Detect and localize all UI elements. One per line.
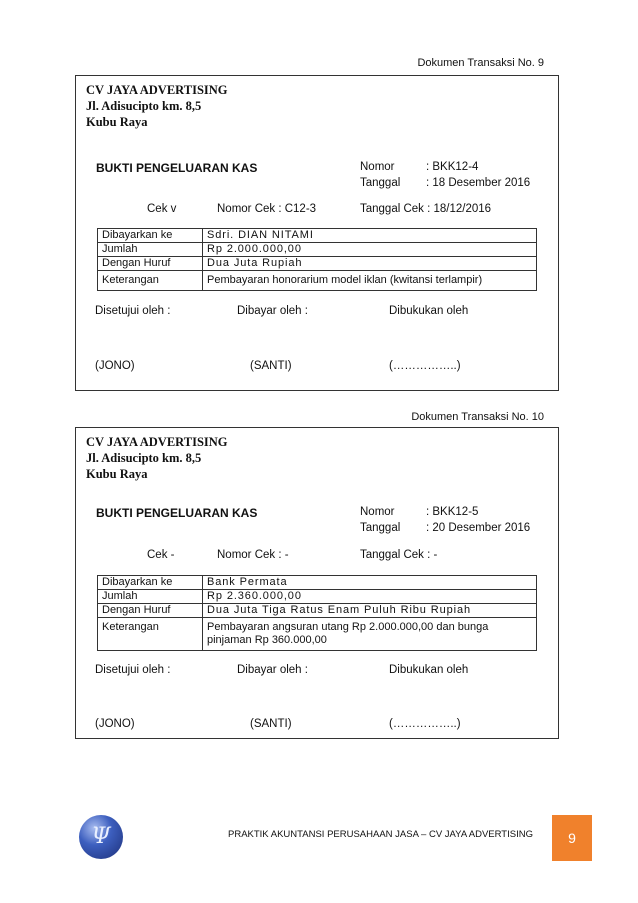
table-row xyxy=(98,229,537,243)
row-value: Rp 2.000.000,00 xyxy=(203,243,537,257)
row-key: Keterangan xyxy=(98,618,203,651)
page-number: 9 xyxy=(552,815,592,861)
document-label: Dokumen Transaksi No. 9 xyxy=(417,57,544,69)
company-name: CV JAYA ADVERTISING xyxy=(86,83,228,97)
cek-field: Cek v xyxy=(147,203,177,215)
row-key: Dibayarkan ke xyxy=(98,576,203,590)
row-value: Dua Juta Rupiah xyxy=(203,257,537,271)
company-city: Kubu Raya xyxy=(86,115,148,129)
row-key: Keterangan xyxy=(98,271,203,291)
row-value: Rp 2.360.000,00 xyxy=(203,590,537,604)
nomor-label: Nomor xyxy=(360,161,395,173)
cek-field: Cek - xyxy=(147,549,175,561)
tanggal-value: : 18 Desember 2016 xyxy=(426,177,531,189)
row-key: Dengan Huruf xyxy=(98,257,203,271)
company-city: Kubu Raya xyxy=(86,467,148,481)
footer-text: PRAKTIK AKUNTANSI PERUSAHAAN JASA – CV JAYA ADVERTISING xyxy=(228,829,533,840)
recorded-by-signature: (……………..) xyxy=(389,360,461,372)
nomor-value: : BKK12-5 xyxy=(426,506,479,518)
company-logo: Ψ xyxy=(79,815,123,859)
payment-details-table xyxy=(97,228,537,291)
paid-by-signature: (SANTI) xyxy=(250,718,292,730)
table-row xyxy=(98,604,537,618)
row-value: Dua Juta Tiga Ratus Enam Puluh Ribu Rupiah xyxy=(203,604,537,618)
paid-by-label: Dibayar oleh : xyxy=(237,305,308,317)
tanggal-label: Tanggal xyxy=(360,177,401,189)
row-value: Pembayaran angsuran utang Rp 2.000.000,00 dan bunga pinjaman Rp 360.000,00 xyxy=(203,618,537,651)
row-key: Dengan Huruf xyxy=(98,604,203,618)
receipt-document xyxy=(75,75,559,391)
row-value: Sdri. DIAN NITAMI xyxy=(203,229,537,243)
recorded-by-label: Dibukukan oleh xyxy=(389,305,469,317)
document-title: BUKTI PENGELUARAN KAS xyxy=(96,506,258,520)
row-key: Jumlah xyxy=(98,243,203,257)
tanggal-cek: Tanggal Cek : 18/12/2016 xyxy=(360,203,492,215)
nomor-label: Nomor xyxy=(360,506,395,518)
nomor-value: : BKK12-4 xyxy=(426,161,479,173)
recorded-by-signature: (……………..) xyxy=(389,718,461,730)
company-address: Jl. Adisucipto km. 8,5 xyxy=(86,99,202,113)
tanggal-label: Tanggal xyxy=(360,522,401,534)
document-title: BUKTI PENGELUARAN KAS xyxy=(96,161,258,175)
nomor-cek: Nomor Cek : C12-3 xyxy=(217,203,317,215)
table-row xyxy=(98,590,537,604)
receipt-document xyxy=(75,427,559,739)
table-row xyxy=(98,618,537,651)
table-row xyxy=(98,576,537,590)
payment-details-table xyxy=(97,575,537,651)
recorded-by-label: Dibukukan oleh xyxy=(389,664,469,676)
table-row xyxy=(98,257,537,271)
approved-by-signature: (JONO) xyxy=(95,718,135,730)
tanggal-value: : 20 Desember 2016 xyxy=(426,522,531,534)
paid-by-label: Dibayar oleh : xyxy=(237,664,308,676)
tanggal-cek: Tanggal Cek : - xyxy=(360,549,438,561)
document-label: Dokumen Transaksi No. 10 xyxy=(411,411,544,423)
table-row xyxy=(98,271,537,291)
company-address: Jl. Adisucipto km. 8,5 xyxy=(86,451,202,465)
approved-by-label: Disetujui oleh : xyxy=(95,305,171,317)
company-header xyxy=(86,434,228,482)
table-row xyxy=(98,243,537,257)
row-key: Dibayarkan ke xyxy=(98,229,203,243)
paid-by-signature: (SANTI) xyxy=(250,360,292,372)
row-value: Bank Permata xyxy=(203,576,537,590)
company-header xyxy=(86,82,228,130)
nomor-cek: Nomor Cek : - xyxy=(217,549,289,561)
approved-by-label: Disetujui oleh : xyxy=(95,664,171,676)
company-name: CV JAYA ADVERTISING xyxy=(86,435,228,449)
row-key: Jumlah xyxy=(98,590,203,604)
row-value: Pembayaran honorarium model iklan (kwitansi terlampir) xyxy=(203,271,537,291)
approved-by-signature: (JONO) xyxy=(95,360,135,372)
